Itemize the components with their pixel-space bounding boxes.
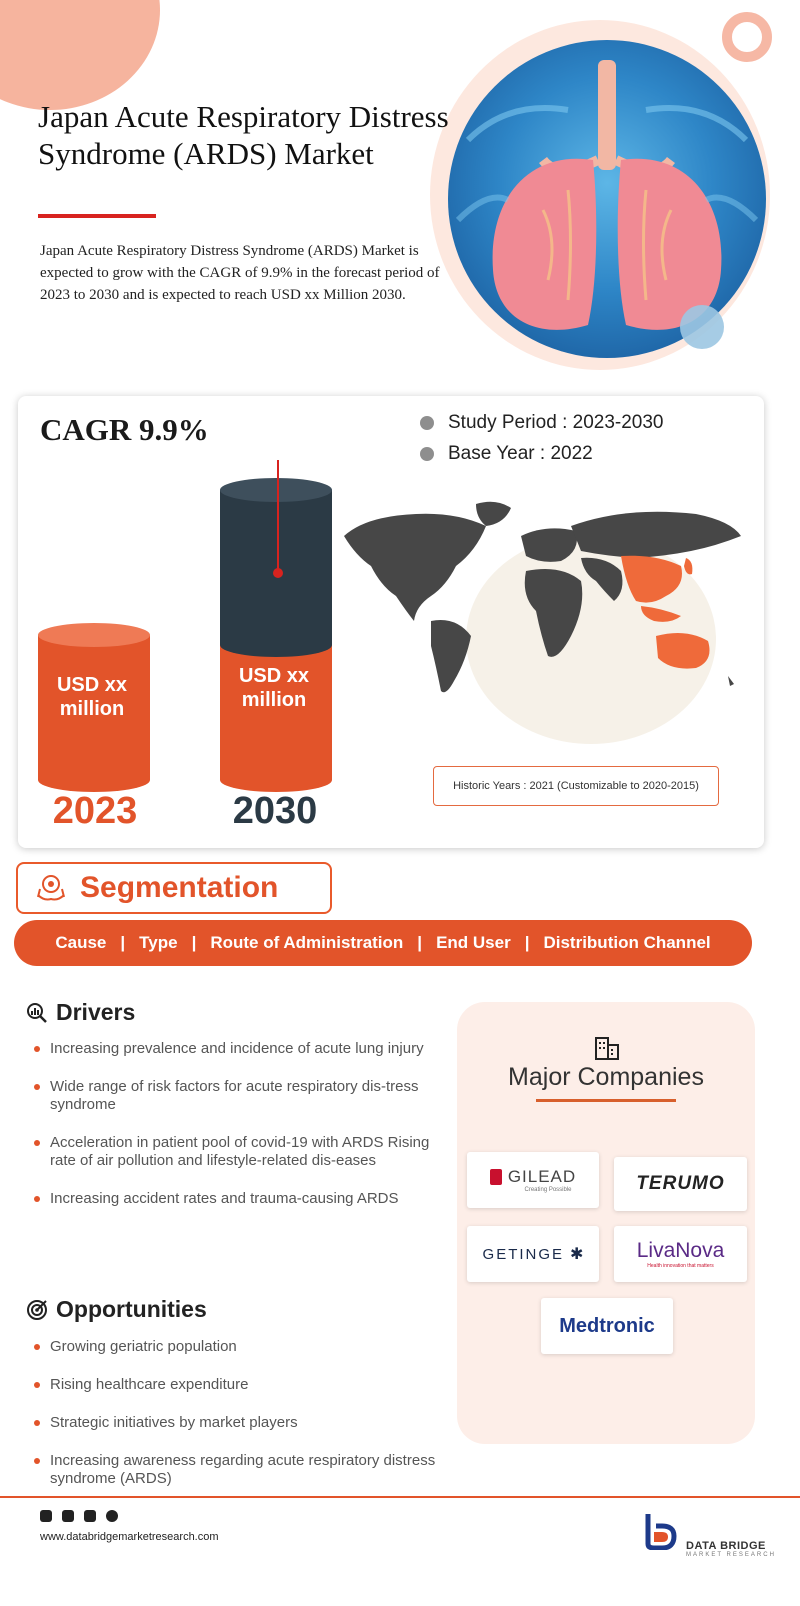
instagram-icon[interactable] xyxy=(106,1510,118,1522)
segmentation-title: Segmentation xyxy=(80,871,279,904)
companies-underline xyxy=(536,1099,676,1102)
world-map xyxy=(336,496,746,706)
segment-distribution: Distribution Channel xyxy=(543,933,711,952)
getinge-name: GETINGE xyxy=(482,1245,565,1263)
getinge-star-icon: ✱ xyxy=(570,1246,584,1263)
growth-pointer-dot xyxy=(273,568,283,578)
opportunities-title: Opportunities xyxy=(56,1296,207,1322)
cylinder-2023-top xyxy=(38,623,150,647)
driver-item: Wide range of risk factors for acute respiratory dis-tress syndrome xyxy=(28,1078,440,1114)
opportunity-item: Growing geriatric population xyxy=(28,1338,440,1356)
driver-item: Acceleration in patient pool of covid-19 with ARDS Rising rate of air pollution and lifestyle-related dis-eases xyxy=(28,1134,440,1170)
opportunities-list xyxy=(28,1338,440,1488)
opportunities-header xyxy=(26,1296,207,1323)
website-link[interactable]: www.databridgemarketresearch.com xyxy=(40,1531,219,1543)
driver-item: Increasing prevalence and incidence of acute lung injury xyxy=(28,1040,440,1058)
opportunity-item: Strategic initiatives by market players xyxy=(28,1414,440,1432)
separator: | xyxy=(120,933,126,952)
twitter-icon[interactable] xyxy=(84,1510,96,1522)
brand-subtitle: MARKET RESEARCH xyxy=(686,1552,776,1558)
year-2023: 2023 xyxy=(52,790,138,832)
segment-cause: Cause xyxy=(55,933,107,952)
livanova-tagline: Health innovation that matters xyxy=(647,1263,714,1269)
label-2023: USD xx million xyxy=(56,674,128,720)
segment-route: Route of Administration xyxy=(210,933,404,952)
drivers-header xyxy=(26,999,135,1026)
base-year-text: Base Year : 2022 xyxy=(448,443,593,464)
logo-gilead xyxy=(467,1152,599,1208)
logo-medtronic xyxy=(541,1298,673,1354)
drivers-title: Drivers xyxy=(56,999,136,1025)
label-2030: USD xx million xyxy=(238,665,310,711)
logo-terumo xyxy=(614,1157,747,1211)
page-title: Japan Acute Respiratory Distress Syndrome (ARDS) Market xyxy=(38,99,449,171)
decor-ring xyxy=(722,12,772,62)
social-links xyxy=(40,1510,118,1522)
opportunity-item: Increasing awareness regarding acute respiratory distress syndrome (ARDS) xyxy=(28,1452,440,1488)
livanova-name: LivaNova xyxy=(636,1239,725,1262)
historic-years-box: Historic Years : 2021 (Customizable to 2020-2015) xyxy=(433,766,719,806)
year-2030: 2030 xyxy=(232,790,318,832)
medtronic-name: Medtronic xyxy=(559,1314,655,1337)
companies-title: Major Companies xyxy=(508,1063,704,1091)
whatsapp-icon[interactable] xyxy=(40,1510,52,1522)
brand-logo-icon xyxy=(644,1510,678,1550)
brand-title: DATA BRIDGE xyxy=(686,1540,766,1552)
segmentation-bar xyxy=(14,920,752,966)
terumo-name: TERUMO xyxy=(636,1173,725,1194)
decor-blob xyxy=(0,0,160,110)
drivers-list xyxy=(28,1040,440,1208)
cylinder-2030-top xyxy=(220,478,332,502)
gilead-tagline: Creating Possible xyxy=(524,1187,572,1193)
logo-livanova xyxy=(614,1226,747,1282)
footer-divider xyxy=(0,1496,800,1498)
bullet-dot xyxy=(420,416,434,430)
building-icon xyxy=(594,1036,620,1060)
target-icon xyxy=(26,1299,48,1321)
base-year xyxy=(420,443,593,465)
logo-getinge xyxy=(467,1226,599,1282)
title-underline xyxy=(38,214,156,218)
segment-end-user: End User xyxy=(436,933,511,952)
segmentation-header xyxy=(16,862,332,914)
lung-illustration xyxy=(448,40,766,358)
segment-type: Type xyxy=(139,933,178,952)
study-period xyxy=(420,412,664,434)
driver-item: Increasing accident rates and trauma-causing ARDS xyxy=(28,1190,440,1208)
opportunity-item: Rising healthcare expenditure xyxy=(28,1376,440,1394)
gilead-name: GILEAD xyxy=(507,1167,577,1186)
market-cylinders xyxy=(30,455,350,795)
bullet-dot xyxy=(420,447,434,461)
separator: | xyxy=(524,933,530,952)
cagr-value: CAGR 9.9% xyxy=(40,412,209,447)
study-period-text: Study Period : 2023-2030 xyxy=(448,412,664,433)
segmentation-icon xyxy=(34,871,68,905)
facebook-icon[interactable] xyxy=(62,1510,74,1522)
separator: | xyxy=(191,933,197,952)
brand-name xyxy=(686,1540,776,1558)
magnifier-chart-icon xyxy=(26,1002,48,1024)
intro-text: Japan Acute Respiratory Distress Syndrome (ARDS) Market is expected to grow with the CAGR of 9.9% in the forecast period of 2023 to 2030 and is expected to reach USD xx Million 2030. xyxy=(40,243,440,303)
separator: | xyxy=(417,933,423,952)
gilead-mark-icon xyxy=(490,1169,502,1185)
decor-dot xyxy=(680,305,724,349)
